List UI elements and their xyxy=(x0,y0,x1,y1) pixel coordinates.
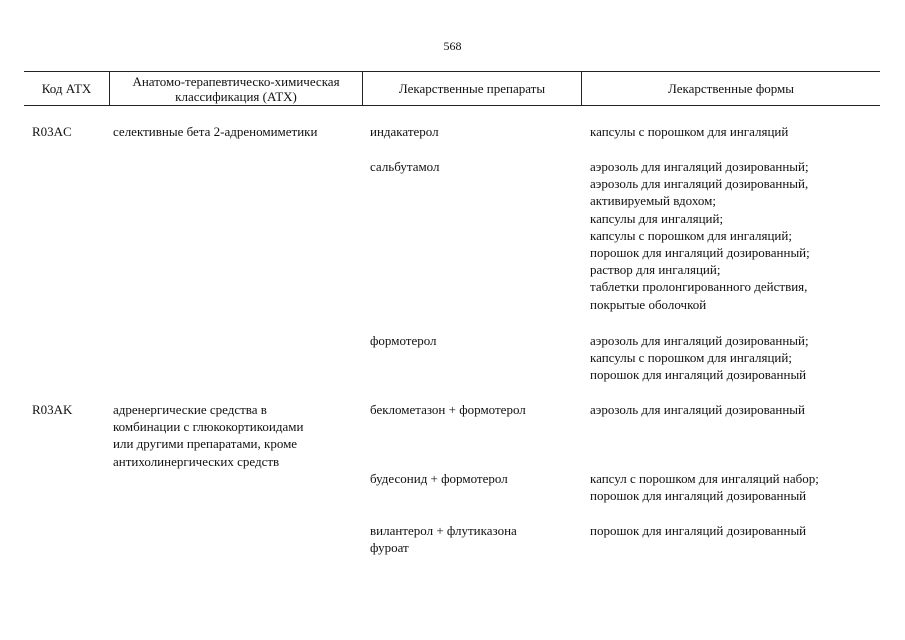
dosage-forms: капсулы с порошком для ингаляций xyxy=(590,124,789,139)
drug-name: индакатерол xyxy=(370,124,439,139)
drug-name: формотерол xyxy=(370,333,437,348)
atc-code: R03AC xyxy=(32,124,72,139)
header-code: Код АТХ xyxy=(41,81,92,96)
drug-name: будесонид + формотерол xyxy=(370,471,508,486)
atc-code: R03AK xyxy=(32,402,73,417)
dosage-forms: капсул с порошком для ингаляций набор; порошок для ингаляций дозированный xyxy=(590,471,819,504)
dosage-forms: аэрозоль для ингаляций дозированный; капсулы с порошком для ингаляций; порошок для ингаляций дозированный xyxy=(590,333,809,383)
header-forms: Лекарственные формы xyxy=(667,81,795,96)
header-atc-class: Анатомо-терапевтическо-химическая классификация (АТХ) xyxy=(132,73,340,104)
dosage-forms: аэрозоль для ингаляций дозированный xyxy=(590,402,806,417)
page-number: 568 xyxy=(443,39,462,53)
header-drugs: Лекарственные препараты xyxy=(398,81,546,96)
atc-class: адренергические средства в комбинации с глюкокортикоидами или другими препаратами, кроме антихолинергических средств xyxy=(113,402,304,469)
drug-name: вилантерол + флутиказона фуроат xyxy=(370,523,517,556)
drug-name: сальбутамол xyxy=(370,159,440,174)
atc-class: селективные бета 2-адреномиметики xyxy=(113,124,318,139)
dosage-forms: аэрозоль для ингаляций дозированный; аэрозоль для ингаляций дозированный, активируемый вдохом; капсулы для ингаляций; капсулы с порошком для ингаляций; порошок для ингаляций дозированный; раствор для ингаляций; таблетки пролонгированного действия, покрытые оболочкой xyxy=(590,159,810,312)
dosage-forms: порошок для ингаляций дозированный xyxy=(590,523,807,538)
drug-name: беклометазон + формотерол xyxy=(370,402,526,417)
